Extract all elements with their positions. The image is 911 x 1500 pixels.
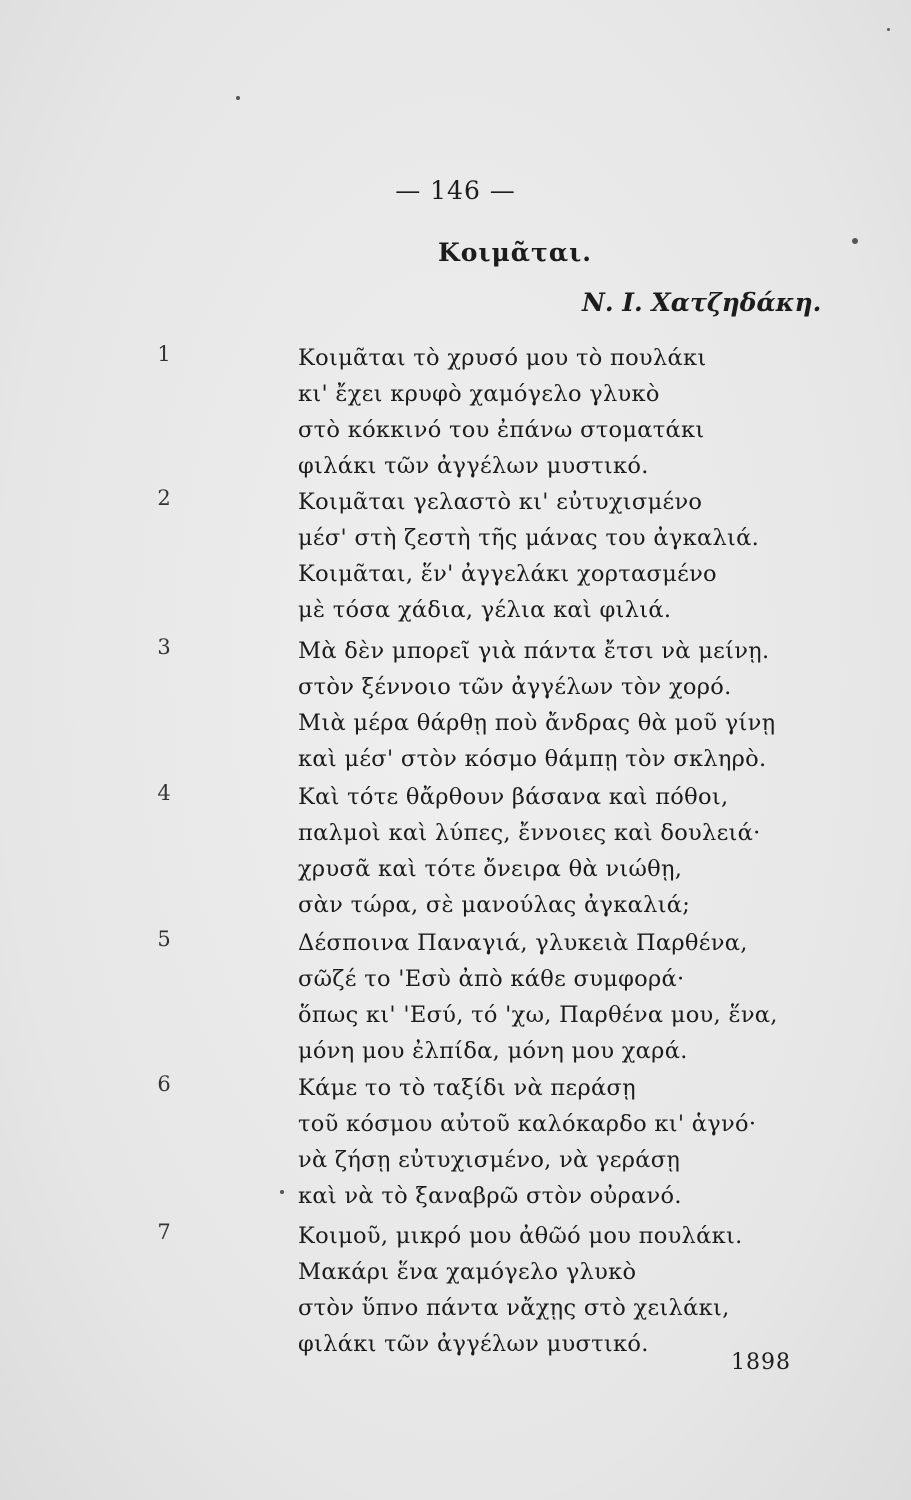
stanza-number: 3 xyxy=(157,635,171,659)
verse-line: Καὶ τότε θἄρθουν βάσανα καὶ πόθοι, xyxy=(298,784,729,810)
verse-line: ὅπως κι' 'Εσύ, τό 'χω, Παρθένα μου, ἕνα, xyxy=(298,1002,778,1028)
verse-line: σῶζέ το 'Εσὺ ἀπὸ κάθε συμφορά· xyxy=(298,966,685,992)
verse-line: Δέσποινα Παναγιά, γλυκειὰ Παρθένα, xyxy=(298,930,748,956)
poem-title: Κοιμᾶται. xyxy=(438,238,592,267)
verse-line: Μὰ δὲν μπορεῖ γιὰ πάντα ἔτσι νὰ μείνῃ. xyxy=(298,638,770,664)
verse-line: Μιὰ μέρα θάρθῃ ποὺ ἄνδρας θὰ μοῦ γίνῃ xyxy=(298,710,776,736)
poem-year: 1898 xyxy=(731,1350,791,1375)
verse-line: στὸν ὕπνο πάντα νἄχῃς στὸ χειλάκι, xyxy=(298,1295,730,1321)
paper-speck xyxy=(280,1190,284,1194)
stanza-number: 4 xyxy=(157,781,171,805)
verse-line: Κοιμᾶται γελαστὸ κι' εὐτυχισμένο xyxy=(298,489,703,515)
paper-speck xyxy=(887,28,890,31)
verse-line: Μακάρι ἕνα χαμόγελο γλυκὸ xyxy=(298,1259,637,1285)
verse-line: φιλάκι τῶν ἀγγέλων μυστικό. xyxy=(298,1331,649,1357)
verse-line: στὸ κόκκινό του ἐπάνω στοματάκι xyxy=(298,417,705,443)
stanza-number: 1 xyxy=(157,342,171,366)
verse-line: παλμοὶ καὶ λύπες, ἔννοιες καὶ δουλειά· xyxy=(298,820,761,846)
verse-line: χρυσᾶ καὶ τότε ὄνειρα θὰ νιώθῃ, xyxy=(298,856,683,882)
page-number: — 146 — xyxy=(395,176,516,205)
paper-speck xyxy=(852,238,858,244)
stanza-number: 2 xyxy=(157,486,171,510)
verse-line: μέσ' στὴ ζεστὴ τῆς μάνας του ἀγκαλιά. xyxy=(298,525,760,551)
verse-line: μόνη μου ἐλπίδα, μόνη μου χαρά. xyxy=(298,1038,688,1064)
verse-line: Κοιμοῦ, μικρό μου ἀθῶό μου πουλάκι. xyxy=(298,1223,743,1249)
poem-author: Ν. Ι. Χατζηδάκη. xyxy=(582,288,822,317)
paper-speck xyxy=(236,96,240,100)
stanza-number: 6 xyxy=(157,1072,171,1096)
verse-line: σὰν τώρα, σὲ μανούλας ἀγκαλιά; xyxy=(298,892,691,918)
verse-line: Κοιμᾶται τὸ χρυσό μου τὸ πουλάκι xyxy=(298,345,707,371)
stanza-number: 5 xyxy=(157,927,171,951)
verse-line: νὰ ζήσῃ εὐτυχισμένο, νὰ γεράσῃ xyxy=(298,1147,681,1173)
verse-line: Κάμε το τὸ ταξίδι νὰ περάσῃ xyxy=(298,1075,636,1101)
verse-line: καὶ μέσ' στὸν κόσμο θάμπῃ τὸν σκληρὸ. xyxy=(298,746,767,772)
verse-line: στὸν ξέννοιο τῶν ἀγγέλων τὸν χορό. xyxy=(298,674,732,700)
verse-line: μὲ τόσα χάδια, γέλια καὶ φιλιά. xyxy=(298,597,672,623)
verse-line: τοῦ κόσμου αὐτοῦ καλόκαρδο κι' ἁγνό· xyxy=(298,1111,757,1137)
verse-line: Κοιμᾶται, ἕν' ἀγγελάκι χορτασμένο xyxy=(298,561,717,587)
verse-line: κι' ἔχει κρυφὸ χαμόγελο γλυκὸ xyxy=(298,381,660,407)
stanza-number: 7 xyxy=(157,1220,171,1244)
verse-line: φιλάκι τῶν ἀγγέλων μυστικό. xyxy=(298,453,649,479)
verse-line: καὶ νὰ τὸ ξαναβρῶ στὸν οὐρανό. xyxy=(298,1183,682,1209)
